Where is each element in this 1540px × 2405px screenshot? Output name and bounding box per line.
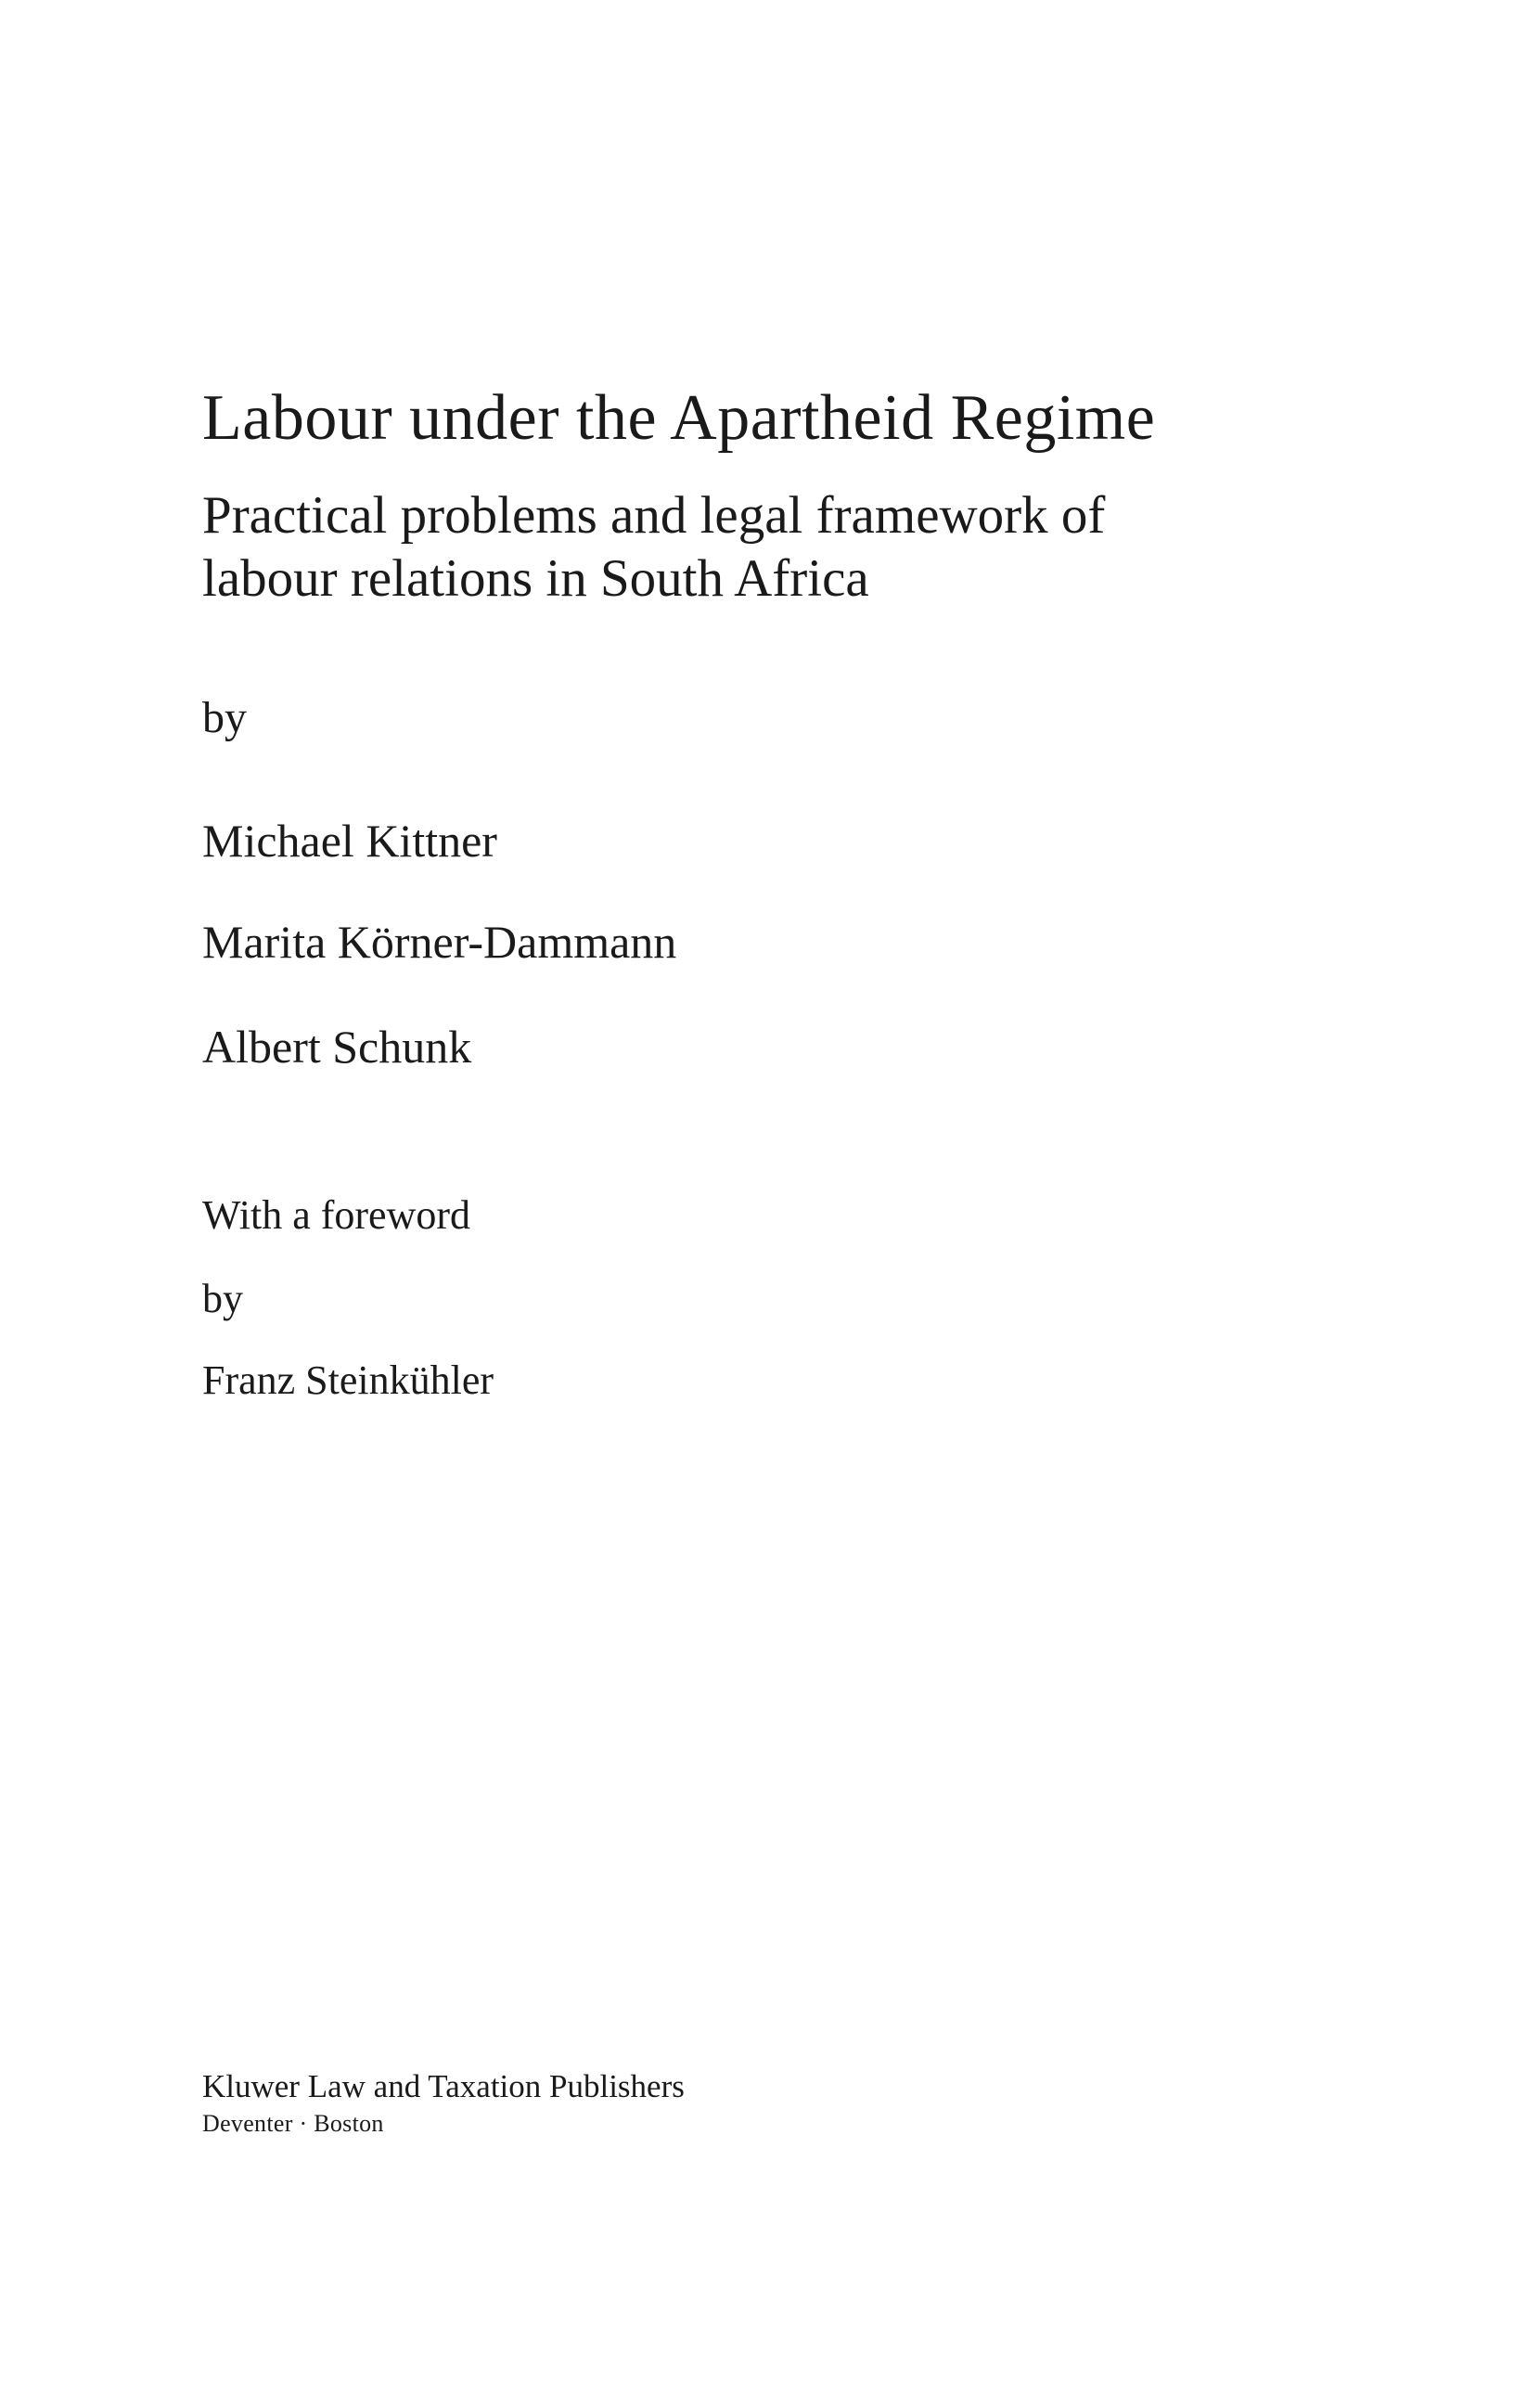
- book-subtitle: [202, 484, 1315, 611]
- by-label: by: [202, 693, 247, 742]
- subtitle-line-1: Practical problems and legal framework of: [202, 486, 1106, 545]
- foreword-author: Franz Steinkühler: [202, 1357, 494, 1403]
- publisher-name: Kluwer Law and Taxation Publishers: [202, 2068, 685, 2104]
- subtitle-line-2: labour relations in South Africa: [202, 549, 869, 608]
- foreword-by-label: by: [202, 1276, 243, 1321]
- author-name: Marita Körner-Dammann: [202, 916, 677, 968]
- author-name: Michael Kittner: [202, 815, 497, 867]
- book-title: Labour under the Apartheid Regime: [202, 382, 1156, 454]
- publisher-places: Deventer · Boston: [202, 2110, 384, 2137]
- foreword-intro: With a foreword: [202, 1192, 471, 1238]
- author-name: Albert Schunk: [202, 1021, 472, 1073]
